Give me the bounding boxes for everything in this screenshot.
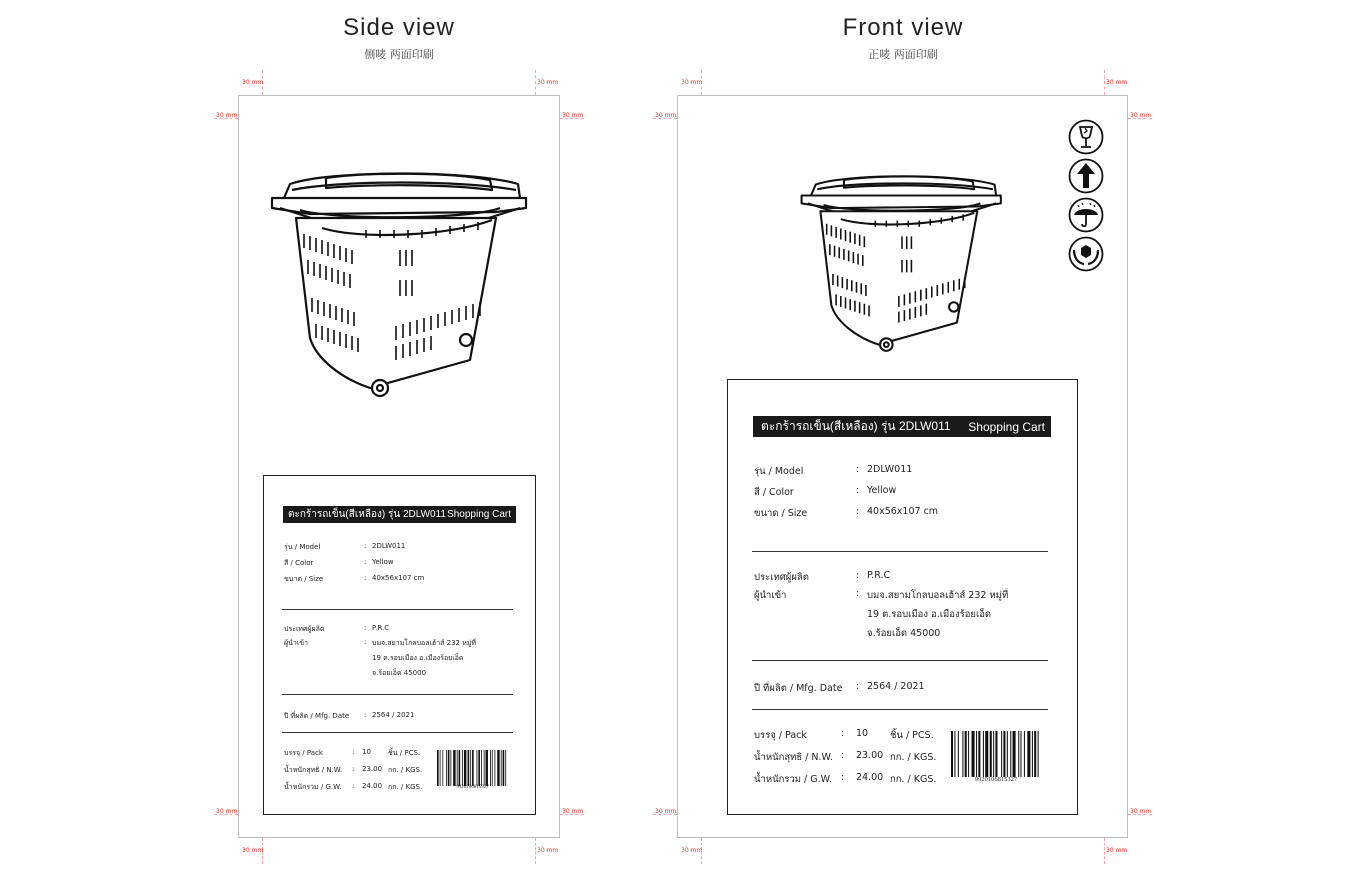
barcode-bar	[965, 731, 967, 777]
barcode-bar	[486, 750, 488, 786]
barcode-bar	[481, 750, 482, 786]
manufacturer-row: ประเทศผู้ผลิต : P.R.C	[754, 570, 891, 583]
barcode-bar	[440, 750, 441, 786]
product-name-english: Shopping Cart	[447, 509, 511, 520]
margin-guide	[535, 70, 536, 95]
barcode-bar	[983, 731, 984, 777]
barcode-number: 9920106815327	[974, 776, 1018, 783]
shopping-basket-illustration	[800, 172, 1004, 354]
this-way-up-icon	[1068, 158, 1104, 194]
barcode-bar	[951, 731, 953, 777]
barcode-bar	[968, 731, 969, 777]
barcode-bar	[462, 750, 463, 786]
importer-address-line: จ.ร้อยเอ็ด 45000	[372, 669, 427, 677]
barcode-bar	[993, 731, 994, 777]
importer-row: ผู้นำเข้า : บมจ.สยามโกลบอลเฮ้าส์ 232 หมู่ที่	[754, 588, 1009, 601]
gross-weight-row: น้ำหนักรวม / G.W. : 24.00 กก. / KGS.	[754, 772, 937, 785]
barcode-bar	[448, 750, 450, 786]
barcode-bar	[978, 731, 980, 777]
margin-label: 30 mm	[562, 808, 584, 815]
margin-label: 30 mm	[216, 112, 238, 119]
barcode-bar	[1038, 731, 1039, 777]
margin-label: 30 mm	[242, 847, 264, 854]
barcode-bar	[492, 750, 493, 786]
importer-row: ผู้นำเข้า : บมจ.สยามโกลบอลเฮ้าส์ 232 หมู่ที่	[284, 638, 477, 647]
product-name-english: Shopping Cart	[968, 419, 1045, 434]
importer-address-line: 19 ต.รอบเมือง อ.เมืองร้อยเอ็ด	[867, 609, 992, 620]
barcode-bar	[450, 750, 451, 786]
margin-label: 30 mm	[537, 79, 559, 86]
pack-row: บรรจุ / Pack : 10 ชิ้น / PCS.	[284, 748, 421, 757]
margin-label: 30 mm	[216, 808, 238, 815]
spec-row-color: สี / Color : Yellow	[754, 485, 897, 498]
barcode	[951, 731, 1041, 777]
margin-label: 30 mm	[681, 847, 703, 854]
barcode-bar	[484, 750, 485, 786]
spec-row-size: ขนาด / Size : 40x56x107 cm	[284, 574, 425, 583]
barcode	[437, 750, 508, 786]
handle-with-care-icon	[1068, 236, 1104, 272]
barcode-bar	[478, 750, 480, 786]
barcode-bar	[985, 731, 988, 777]
keep-dry-icon	[1068, 197, 1104, 233]
barcode-bar	[477, 750, 478, 786]
barcode-bar	[1020, 731, 1021, 777]
fragile-icon	[1068, 119, 1104, 155]
barcode-bar	[976, 731, 977, 777]
front-view-title: Front view	[842, 14, 964, 41]
barcode-bar	[954, 731, 955, 777]
barcode-bar	[1034, 731, 1036, 777]
divider	[752, 709, 1048, 710]
barcode-bar	[990, 731, 992, 777]
barcode-bar	[497, 750, 499, 786]
barcode-bar	[503, 750, 505, 786]
spec-row-model: รุ่น / Model : 2DLW011	[284, 542, 406, 551]
margin-label: 30 mm	[655, 808, 677, 815]
barcode-number: 9920106815327	[456, 785, 489, 790]
margin-label: 30 mm	[1106, 79, 1128, 86]
barcode-bar	[501, 750, 502, 786]
product-title-bar	[753, 416, 1051, 437]
divider	[752, 660, 1048, 661]
side-view-title: Side view	[343, 14, 455, 41]
shopping-basket-illustration	[270, 168, 530, 400]
margin-guide	[1104, 838, 1105, 864]
gross-weight-row: น้ำหนักรวม / G.W. : 24.00 กก. / KGS.	[284, 782, 423, 791]
barcode-bar	[464, 750, 466, 786]
barcode-bar	[1018, 731, 1019, 777]
divider	[282, 609, 513, 610]
side-shipping-label	[263, 475, 536, 815]
barcode-bar	[1003, 731, 1005, 777]
barcode-bar	[470, 750, 471, 786]
barcode-bar	[468, 750, 470, 786]
mfg-date-row: ปี ที่ผลิต / Mfg. Date : 2564 / 2021	[284, 711, 415, 720]
barcode-bar	[495, 750, 496, 786]
spec-row-color: สี / Color : Yellow	[284, 558, 394, 567]
margin-label: 30 mm	[1130, 808, 1152, 815]
barcode-bar	[442, 750, 443, 786]
barcode-bar	[453, 750, 455, 786]
barcode-bar	[1010, 731, 1011, 777]
divider	[752, 551, 1048, 552]
barcode-bar	[958, 731, 959, 777]
spec-row-model: รุ่น / Model : 2DLW011	[754, 464, 913, 477]
margin-label: 30 mm	[681, 79, 703, 86]
margin-label: 30 mm	[562, 112, 584, 119]
barcode-bar	[995, 731, 997, 777]
margin-label: 30 mm	[1130, 112, 1152, 119]
divider	[282, 732, 513, 733]
barcode-bar	[505, 750, 506, 786]
margin-guide	[535, 838, 536, 864]
net-weight-row: น้ำหนักสุทธิ / N.W. : 23.00 กก. / KGS.	[284, 765, 423, 774]
barcode-bar	[472, 750, 474, 786]
pack-row: บรรจุ / Pack : 10 ชิ้น / PCS.	[754, 728, 934, 741]
barcode-bar	[1032, 731, 1033, 777]
barcode-bar	[1007, 731, 1008, 777]
margin-label: 30 mm	[242, 79, 264, 86]
margin-label: 30 mm	[655, 112, 677, 119]
product-name-thai: ตะกร้ารถเข็น(สีเหลือง) รุ่น 2DLW011	[288, 509, 446, 520]
barcode-bar	[1001, 731, 1002, 777]
barcode-bar	[490, 750, 491, 786]
front-view-subtitle: 正唛 两面印刷	[868, 48, 938, 61]
barcode-bar	[459, 750, 461, 786]
barcode-bar	[446, 750, 447, 786]
spec-row-size: ขนาด / Size : 40x56x107 cm	[754, 506, 939, 519]
barcode-bar	[1027, 731, 1030, 777]
margin-label: 30 mm	[537, 847, 559, 854]
divider	[282, 694, 513, 695]
barcode-bar	[962, 731, 963, 777]
net-weight-row: น้ำหนักสุทธิ / N.W. : 23.00 กก. / KGS.	[754, 750, 937, 763]
importer-address-line: จ.ร้อยเอ็ด 45000	[867, 628, 941, 639]
mfg-date-row: ปี ที่ผลิต / Mfg. Date : 2564 / 2021	[754, 681, 925, 694]
product-name-thai: ตะกร้ารถเข็น(สีเหลือง) รุ่น 2DLW011	[761, 419, 951, 433]
barcode-bar	[437, 750, 439, 786]
importer-address-line: 19 ต.รอบเมือง อ.เมืองร้อยเอ็ด	[372, 654, 464, 662]
side-view-subtitle: 侧唛 两面印刷	[364, 48, 434, 61]
barcode-bar	[457, 750, 458, 786]
front-shipping-label	[727, 379, 1078, 815]
barcode-bar	[1024, 731, 1025, 777]
barcode-bar	[1013, 731, 1016, 777]
manufacturer-row: ประเทศผู้ผลิต : P.R.C	[284, 624, 390, 633]
product-title-bar	[283, 506, 516, 523]
margin-guide	[1104, 70, 1105, 95]
barcode-bar	[972, 731, 975, 777]
margin-label: 30 mm	[1106, 847, 1128, 854]
